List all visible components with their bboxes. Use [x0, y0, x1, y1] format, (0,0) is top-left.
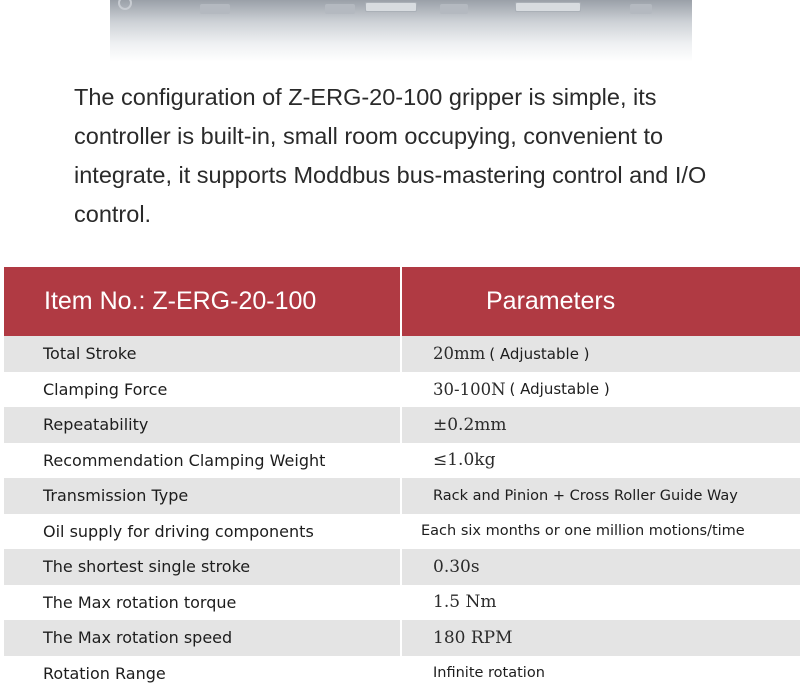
row-value: 0.30s	[433, 556, 480, 577]
row-value: 1.5 Nm	[433, 592, 497, 613]
software-screenshot-fragment	[110, 0, 692, 62]
row-value: 30-100N ( Adjustable )	[433, 379, 610, 399]
row-label: Rotation Range	[4, 656, 402, 692]
window-icon	[118, 0, 132, 10]
table-row	[4, 407, 800, 443]
table-row	[4, 514, 800, 550]
table-row	[4, 336, 800, 372]
spec-table	[4, 267, 800, 691]
row-value: Rack and Pinion + Cross Roller Guide Way	[433, 487, 738, 504]
row-label: Total Stroke	[4, 336, 402, 372]
blurred-field	[515, 2, 581, 12]
blurred-field	[365, 2, 417, 12]
row-label: Clamping Force	[4, 372, 402, 408]
table-row	[4, 443, 800, 479]
header-parameters: Parameters	[486, 287, 616, 315]
table-row	[4, 372, 800, 408]
row-value: ±0.2mm	[433, 414, 507, 435]
row-label: The shortest single stroke	[4, 549, 402, 585]
blurred-label	[200, 4, 230, 14]
row-label: Transmission Type	[4, 478, 402, 514]
table-row	[4, 478, 800, 514]
row-label: Repeatability	[4, 407, 402, 443]
table-row	[4, 656, 800, 692]
product-description: The configuration of Z-ERG-20-100 gripper is simple, its controller is built-in, small room occupying, convenient to integrate, it supports Moddbus bus-mastering control and I/O control.	[74, 84, 707, 227]
table-row	[4, 620, 800, 656]
blurred-label	[630, 4, 652, 14]
blurred-label	[440, 4, 468, 14]
row-value: 20mm ( Adjustable )	[433, 344, 590, 364]
table-row	[4, 585, 800, 621]
table-header	[4, 267, 800, 336]
row-value: Each six months or one million motions/time	[421, 523, 745, 540]
row-label: Oil supply for driving components	[4, 514, 402, 550]
row-label: Recommendation Clamping Weight	[4, 443, 402, 479]
row-label: The Max rotation torque	[4, 585, 402, 621]
row-value: 180 RPM	[433, 627, 513, 648]
table-row	[4, 549, 800, 585]
blurred-label	[325, 4, 355, 14]
row-value: ≤1.0kg	[433, 450, 496, 471]
row-label: The Max rotation speed	[4, 620, 402, 656]
header-item-number: Item No.: Z-ERG-20-100	[4, 267, 402, 336]
row-value: Infinite rotation	[433, 665, 545, 682]
